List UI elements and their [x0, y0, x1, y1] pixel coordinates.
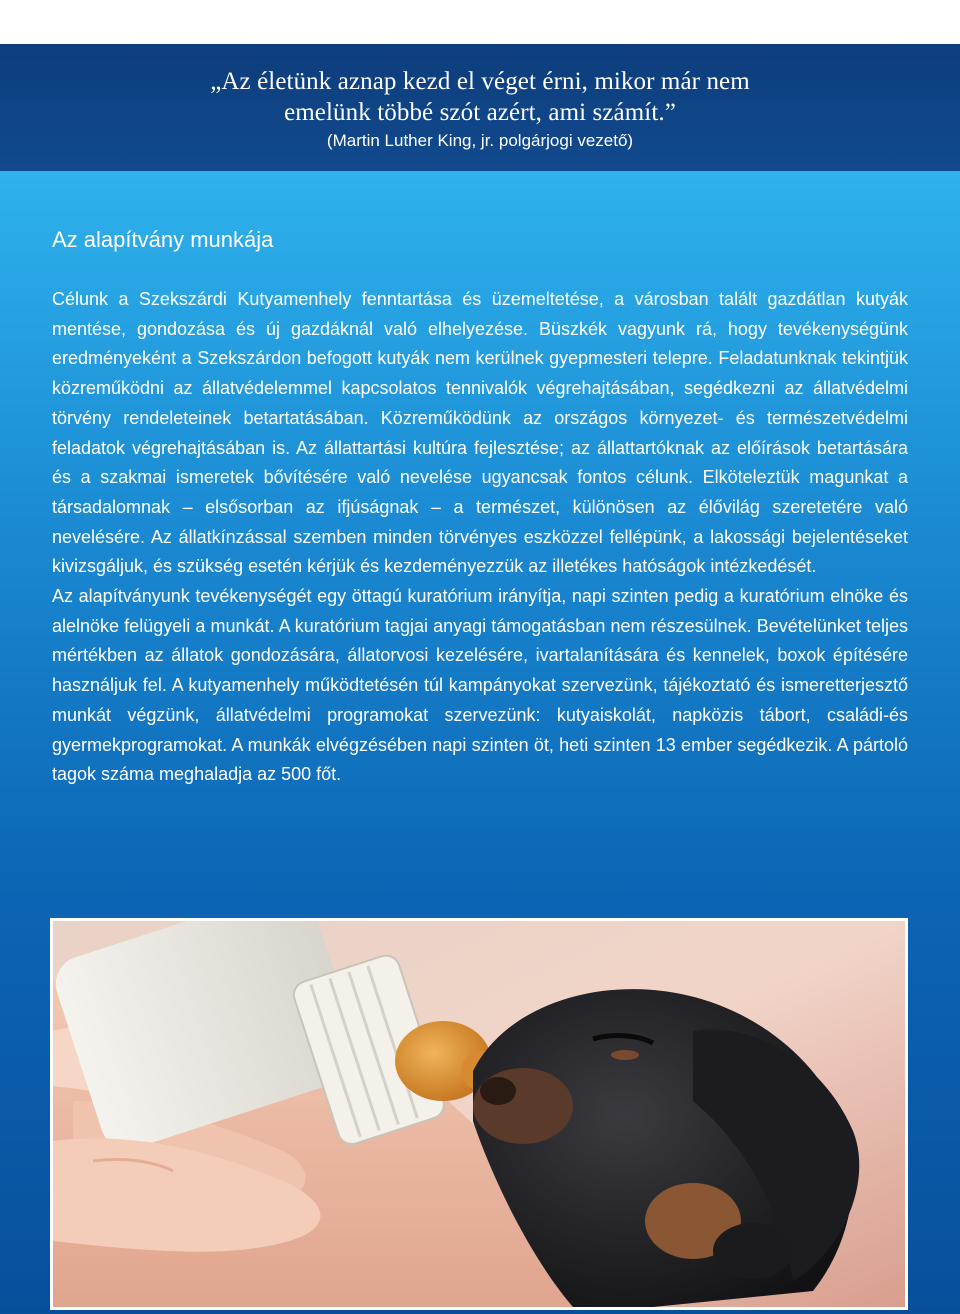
- puppy-feeding-photo: [50, 918, 908, 1310]
- quote-line-2: emelünk többé szót azért, ami számít.”: [284, 99, 676, 126]
- quote-banner: [0, 44, 960, 171]
- body-text: [52, 285, 908, 790]
- quote-author: (Martin Luther King, jr. polgárjogi vezető): [326, 131, 634, 150]
- section-title: Az alapítvány munkája: [52, 227, 274, 252]
- content-panel: [0, 171, 960, 1314]
- paragraph-1: Célunk a Szekszárdi Kutyamenhely fenntartása és üzemeltetése, a városban talált gazdátlan kutyák mentése, gondozása és új gazdáknál való elhelyezése. Büszkék vagyunk rá, hogy tevékenységünk eredményeként a Szekszárdon befogott kutyák nem kerülnek gyepmesteri telepre. Feladatunknak tekintjük közreműködni az állatvédelemmel kapcsolatos tennivalók végrehajtásában, segédkezni az állatvédelmi törvény rendeleteinek betartatásában. Közreműködünk az országos környezet- és természetvédelmi feladatok végrehajtásában is. Az állattartási kultúra fejlesztése; az állattartóknak az előírások betartására és a szakmai ismeretek bővítésére való nevelése ugyancsak fontos célunk. Elköteleztük magunkat a társadalomnak – elsősorban az ifjúságnak – a természet, különösen az élővilág szeretetére való nevelésére. Az állatkínzással szemben minden törvényes eszközzel fellépünk, a lakossági bejelentéseket kivizsgáljuk, és szükség esetén kérjük és kezdeményezzük az illetékes hatóságok intézkedését.: [52, 289, 908, 577]
- quote-line-1: „Az életünk aznap kezd el véget érni, mikor már nem: [210, 68, 750, 95]
- paragraph-2: Az alapítványunk tevékenységét egy öttagú kuratórium irányítja, napi szinten pedig a kuratórium elnöke és alelnöke felügyeli a munkát. A kuratórium tagjai anyagi támogatásban nem részesülnek. Bevételünket teljes mértékben az állatok gondozására, állatorvosi kezelésére, ivartalanítására és kennelek, boxok építésére használjuk fel. A kutyamenhely működtetésén túl kampányokat szervezünk, tájékoztató és ismeretterjesztő munkát végzünk, állatvédelmi programokat szervezünk: kutyaiskolát, napközis tábort, családi-és gyermekprogramokat. A munkák elvégzésében napi szinten öt, heti szinten 13 ember segédkezik. A pártoló tagok száma meghaladja az 500 főt.: [52, 586, 908, 785]
